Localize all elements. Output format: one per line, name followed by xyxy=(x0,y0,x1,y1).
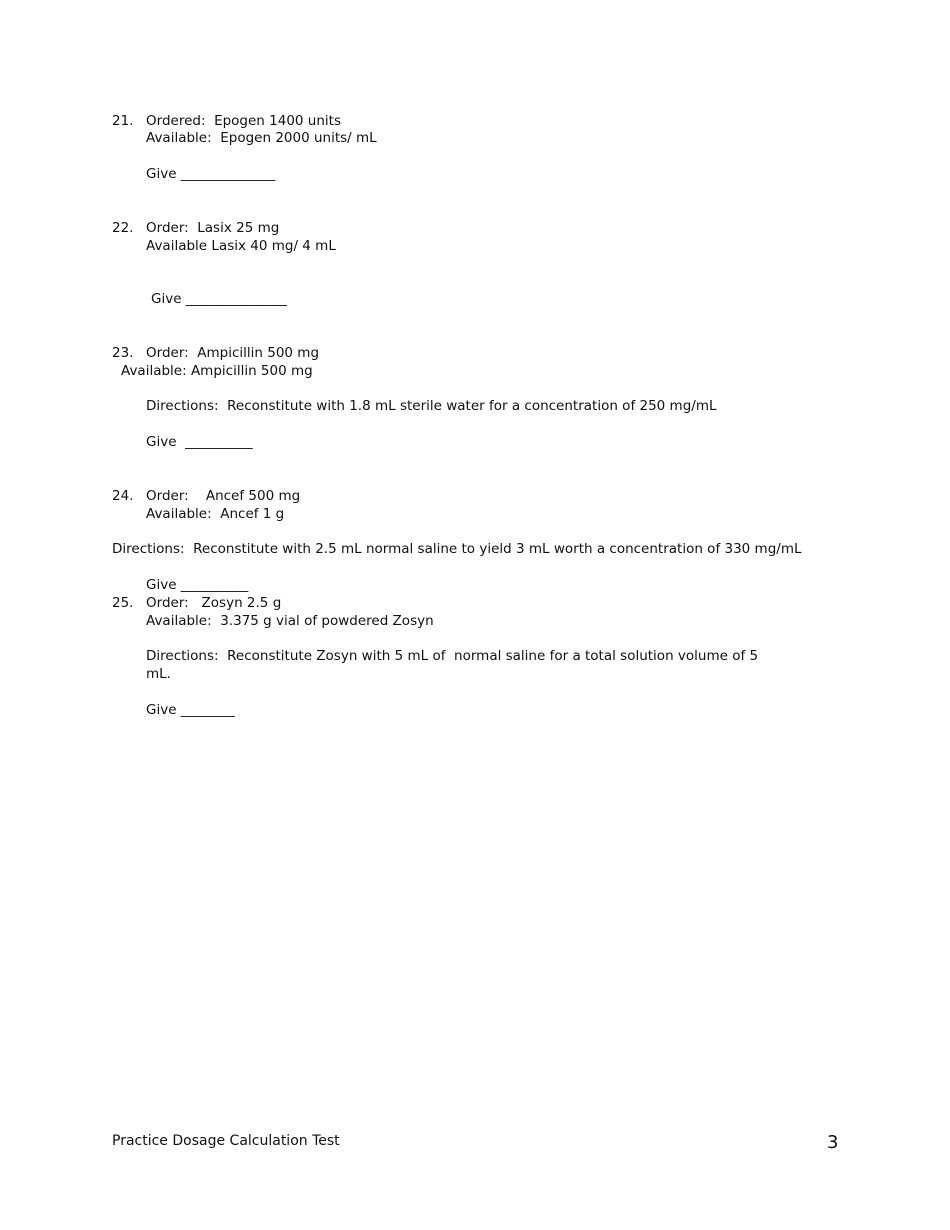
available-text: Available: Ancef 1 g xyxy=(146,506,285,522)
footer-title: Practice Dosage Calculation Test xyxy=(112,1133,340,1149)
available-text: Available: Epogen 2000 units/ mL xyxy=(146,130,377,146)
directions-text: Directions: Reconstitute with 1.8 mL sterile water for a concentration of 250 mg/mL xyxy=(146,398,717,414)
order-text: Order: Ancef 500 mg xyxy=(146,488,301,504)
directions-text-continued: mL. xyxy=(146,666,171,682)
available-text: Available Lasix 40 mg/ 4 mL xyxy=(146,238,336,254)
available-text: Available: Ampicillin 500 mg xyxy=(121,363,313,379)
question-number: 23. xyxy=(112,345,134,361)
give-answer-blank: Give ________ xyxy=(146,702,235,718)
question-number: 24. xyxy=(112,488,134,504)
page-number: 3 xyxy=(827,1132,839,1153)
question-number: 22. xyxy=(112,220,134,236)
order-text: Ordered: Epogen 1400 units xyxy=(146,113,341,129)
directions-text: Directions: Reconstitute with 2.5 mL normal saline to yield 3 mL worth a concentration of 330 mg/mL xyxy=(112,541,802,557)
order-text: Order: Ampicillin 500 mg xyxy=(146,345,320,361)
available-text: Available: 3.375 g vial of powdered Zosyn xyxy=(146,613,434,629)
directions-text: Directions: Reconstitute Zosyn with 5 mL of normal saline for a total solution volume of 5 xyxy=(146,648,759,664)
question-number: 21. xyxy=(112,113,134,129)
give-answer-blank: Give __________ xyxy=(146,577,249,593)
order-text: Order: Lasix 25 mg xyxy=(146,220,280,236)
give-answer-blank: Give ______________ xyxy=(146,166,276,182)
give-answer-blank: Give _______________ xyxy=(151,291,288,307)
question-number: 25. xyxy=(112,595,134,611)
give-answer-blank: Give __________ xyxy=(146,434,253,450)
order-text: Order: Zosyn 2.5 g xyxy=(146,595,282,611)
